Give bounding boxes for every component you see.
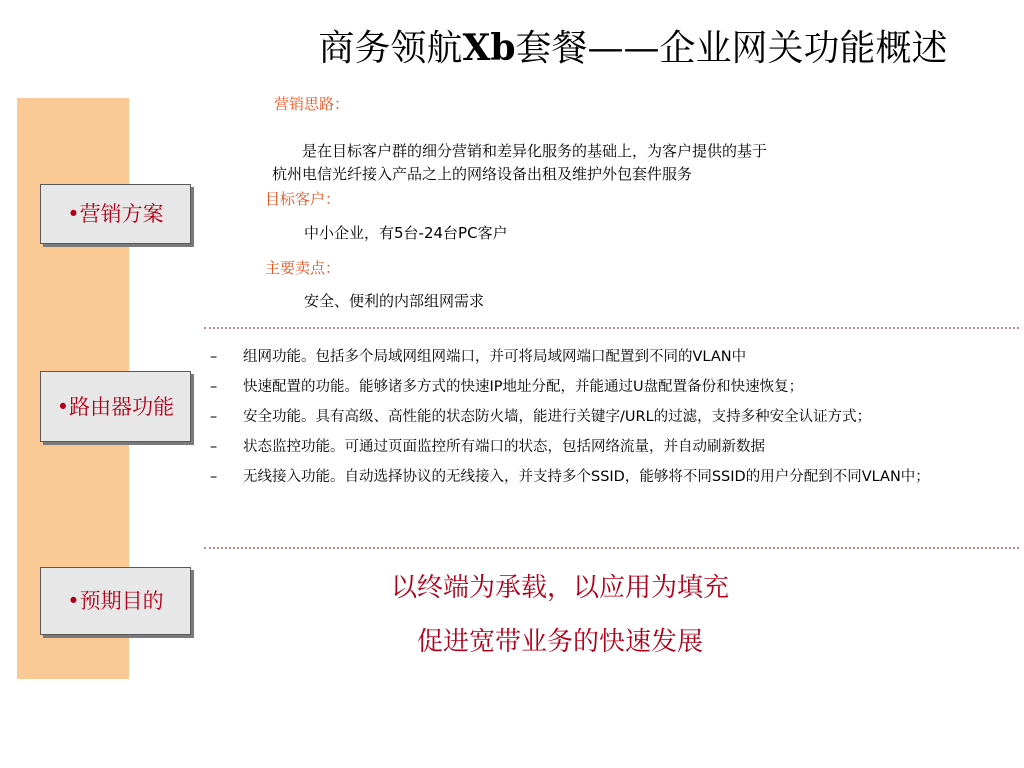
list-item (210, 406, 1018, 428)
feature-text: 安全功能。具有高级、高性能的状态防火墙，能进行关键字/URL的过滤，支持多种安全认证方式； (243, 409, 872, 425)
feature-text: 快速配置的功能。能够诸多方式的快速IP地址分配，并能通过U盘配置备份和快速恢复； (243, 379, 804, 395)
divider-bottom (204, 547, 1019, 549)
bullet-dash: – (210, 379, 218, 395)
goal-line-1: 以终端为承载，以应用为填充 (390, 573, 729, 603)
goal-line-2: 促进宽带业务的快速发展 (416, 627, 703, 657)
bullet-dash: – (210, 349, 218, 365)
target-customer-text: 中小企业，有5台-24台PC客户 (304, 224, 508, 242)
selling-points-text: 安全、便利的内部组网需求 (304, 292, 485, 310)
marketing-idea-heading: 营销思路： (274, 95, 350, 113)
list-item (210, 466, 1018, 488)
bullet-dash: – (210, 439, 218, 455)
sidebar-item-expected-goal[interactable] (40, 567, 191, 635)
feature-text: 无线接入功能。自动选择协议的无线接入，并支持多个SSID，能够将不同SSID的用户分配到不同VLAN中； (243, 469, 930, 485)
divider-top (204, 327, 1019, 329)
list-item (210, 436, 1018, 458)
list-item (210, 346, 1018, 368)
page-title (0, 22, 1024, 75)
bullet-dash: – (210, 469, 218, 485)
bullet-dash: – (210, 409, 218, 425)
title-part-3: 套餐——企业网关功能概述 (515, 28, 948, 69)
sidebar-item-label: •预期目的 (67, 589, 164, 613)
title-part-2: Xb (462, 27, 516, 69)
marketing-idea-line-2: 杭州电信光纤接入产品之上的网络设备出租及维护外包套件服务 (272, 165, 693, 183)
marketing-idea-line-1: 是在目标客户群的细分营销和差异化服务的基础上，为客户提供的基于 (302, 142, 768, 160)
sidebar-item-marketing-plan[interactable] (40, 184, 191, 244)
feature-text: 组网功能。包括多个局域网组网端口，并可将局域网端口配置到不同的VLAN中 (243, 349, 747, 365)
sidebar-item-label: •营销方案 (67, 202, 164, 226)
selling-points-heading: 主要卖点： (265, 259, 341, 277)
router-features-list (210, 346, 1018, 494)
title-part-1: 商务领航 (318, 28, 463, 69)
list-item (210, 376, 1018, 398)
sidebar-item-label: •路由器功能 (56, 394, 175, 419)
target-customer-heading: 目标客户： (265, 190, 341, 208)
sidebar-item-router-functions[interactable] (40, 371, 191, 442)
feature-text: 状态监控功能。可通过页面监控所有端口的状态，包括网络流量，并自动刷新数据 (243, 439, 765, 455)
